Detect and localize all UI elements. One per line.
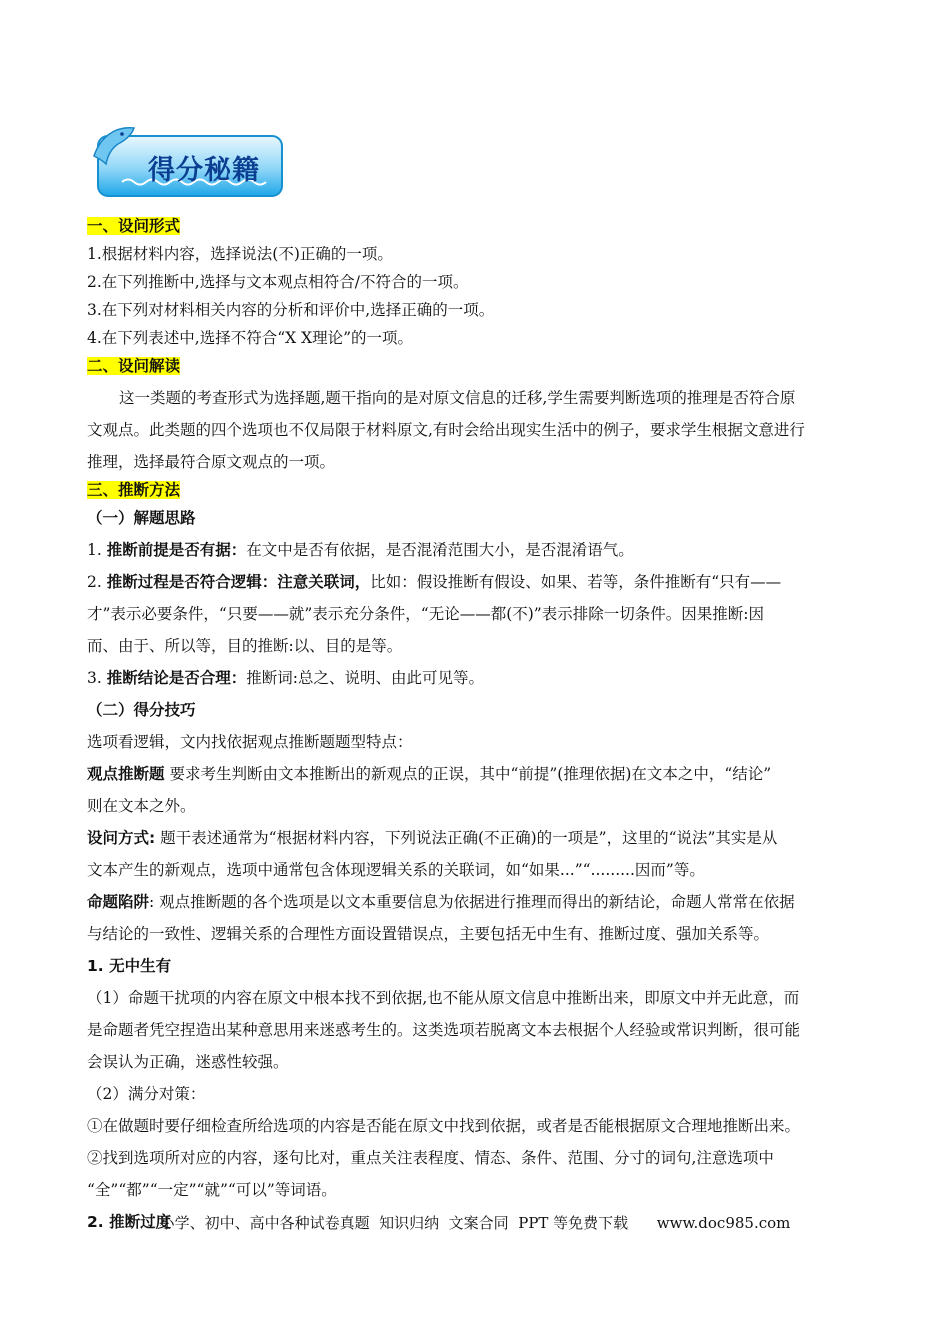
paragraph-line: 文观点。此类题的四个选项也不仅局限于材料原文,有时会给出现实生活中的例子，要求学生根据文意进行 xyxy=(87,421,805,439)
paragraph-line xyxy=(87,888,867,916)
banner-title: 得分秘籍 xyxy=(148,155,260,186)
paragraph-line: ①在做题时要仔细检查所给选项的内容是否能在原文中找到依据，或者是否能根据原文合理地推断出来。 xyxy=(87,1117,801,1135)
item-text: 推断词:总之、说明、由此可见等。 xyxy=(246,669,484,687)
subheading: （一）解题思路 xyxy=(87,509,196,527)
document-body xyxy=(87,212,867,1236)
subheading: （二）得分技巧 xyxy=(87,701,196,719)
paragraph-line xyxy=(87,824,867,852)
paragraph-line: 推理，选择最符合原文观点的一项。 xyxy=(87,453,336,471)
list-item: 3.在下列对材料相关内容的分析和评价中,选择正确的一项。 xyxy=(87,301,495,319)
list-item: 1.根据材料内容，选择说法(不)正确的一项。 xyxy=(87,245,393,263)
paragraph-line xyxy=(87,760,867,788)
paragraph-line: 与结论的一致性、逻辑关系的合理性方面设置错误点，主要包括无中生有、推断过度、强加关系等。 xyxy=(87,925,770,943)
paragraph-line xyxy=(87,664,867,692)
item-text: 要求考生判断由文本推断出的新观点的正误，其中“前提”(推理依据)在文本之中，“结论” xyxy=(164,765,772,783)
paragraph-line: （1）命题干扰项的内容在原文中根本找不到依据,也不能从原文信息中推断出来，即原文中并无此意，而 xyxy=(87,989,800,1007)
paragraph-line: 这一类题的考查形式为选择题,题干指向的是对原文信息的迁移,学生需要判断选项的推理是否符合原 xyxy=(119,389,796,407)
paragraph-line xyxy=(87,536,867,564)
paragraph-line: ②找到选项所对应的内容，逐句比对，重点关注表程度、情态、条件、范围、分寸的词句,注意选项中 xyxy=(87,1149,774,1167)
paragraph-line xyxy=(87,568,867,596)
item-text: 题干表述通常为“根据材料内容，下列说法正确(不正确)的一项是”，这里的“说法”其实是从 xyxy=(155,829,778,847)
footer-url: www.doc985.com xyxy=(656,1214,791,1232)
paragraph-line: 会误认为正确，迷惑性较强。 xyxy=(87,1053,289,1071)
item-number: 2. xyxy=(87,573,107,591)
banner xyxy=(92,120,287,200)
paragraph-line: “全”“都”“一定”“就”“可以”等词语。 xyxy=(87,1181,337,1199)
bold-label: 推断结论是否合理： xyxy=(106,669,247,687)
list-item: 2.在下列推断中,选择与文本观点相符合/不符合的一项。 xyxy=(87,273,469,291)
subheading: 1. 无中生有 xyxy=(87,957,172,975)
bold-label: 设问方式: xyxy=(87,829,156,847)
footer-text: 小学、初中、高中各种试卷真题 知识归纳 文案合同 PPT 等免费下载 xyxy=(159,1214,629,1232)
list-item: 4.在下列表述中,选择不符合“X X理论”的一项。 xyxy=(87,329,414,347)
item-text: 在文中是否有依据，是否混淆范围大小，是否混淆语气。 xyxy=(246,541,634,559)
bold-label: 命题陷阱 xyxy=(87,893,150,911)
item-text: 比如：假设推断有假设、如果、若等，条件推断有“只有—— xyxy=(370,573,782,591)
bold-label: 推断前提是否有据： xyxy=(106,541,247,559)
item-number: 1. xyxy=(87,541,107,559)
paragraph-line: 而、由于、所以等，目的推断:以、目的是等。 xyxy=(87,637,403,655)
paragraph-line: 才”表示必要条件，“只要——就”表示充分条件，“无论——都(不)”表示排除一切条件。因果推断:因 xyxy=(87,605,764,623)
item-number: 3. xyxy=(87,669,107,687)
paragraph-line: 则在文本之外。 xyxy=(87,797,196,815)
paragraph-line: 选项看逻辑，文内找依据观点推断题题型特点： xyxy=(87,733,413,751)
bold-label: 观点推断题 xyxy=(87,765,165,783)
section-heading-1: 一、设问形式 xyxy=(87,217,181,235)
section-heading-3: 三、推断方法 xyxy=(87,481,181,499)
paragraph-line: 是命题者凭空捏造出某种意思用来迷惑考生的。这类选项若脱离文本去根据个人经验或常识判断，很可能 xyxy=(87,1021,801,1039)
paragraph-line: （2）满分对策： xyxy=(87,1085,206,1103)
section-heading-2: 二、设问解读 xyxy=(87,357,181,375)
page-footer xyxy=(0,1212,950,1233)
item-text: : 观点推断题的各个选项是以文本重要信息为依据进行推理而得出的新结论，命题人常常在依据 xyxy=(149,893,795,911)
bold-label: 推断过程是否符合逻辑：注意关联词， xyxy=(106,573,371,591)
subheading: 2. 推断过度 xyxy=(87,1213,172,1231)
paragraph-line: 文本产生的新观点，选项中通常包含体现逻辑关系的关联词，如“如果...”“.........因而”等。 xyxy=(87,861,705,879)
